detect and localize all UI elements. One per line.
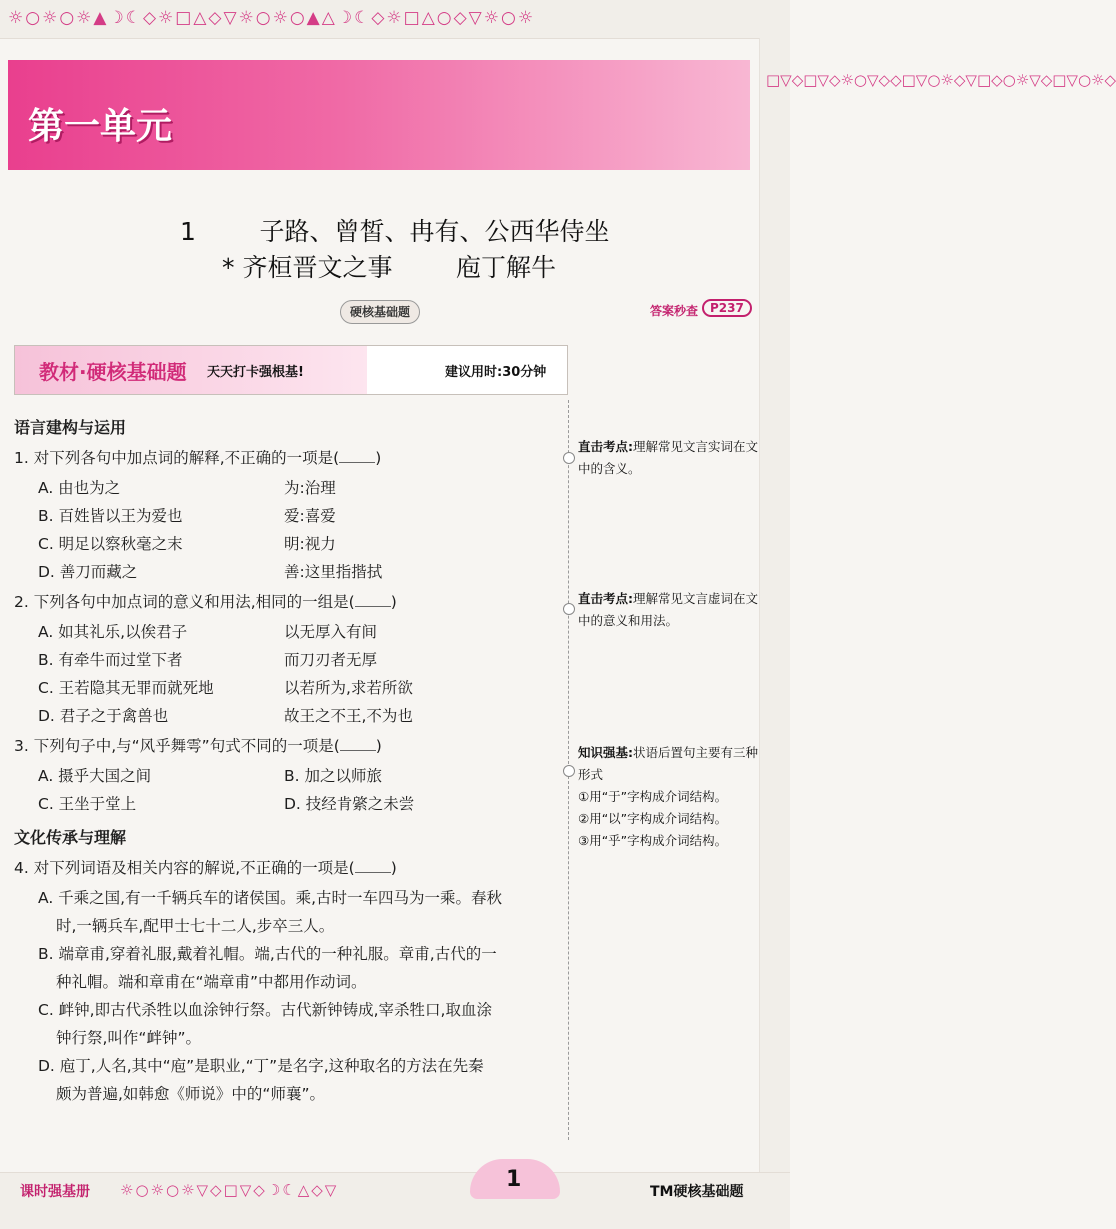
side-note-2: 直击考点:理解常见文言虚词在文中的意义和用法。 [578,591,759,628]
note-connector-dot [563,765,575,777]
q2-option-d: D. 君子之于禽兽也 故王之不王,不为也 [38,707,413,725]
q3-close: ) [375,737,382,755]
q2-option-b: B. 有牵牛而过堂下者 而刀刃者无厚 [38,651,378,669]
section-title: 教材·硬核基础题 [39,360,187,384]
heading-culture: 文化传承与理解 [14,828,127,847]
page-number: 1 [506,1167,522,1192]
lesson-title-text1: 子路、曾皙、冉有、公西华侍坐 [259,217,610,246]
q4-option-b: B. 端章甫,穿着礼服,戴着礼帽。端,古代的一种礼服。章甫,古代的一 种礼帽。端和章甫在“端章甫”中都用作动词。 [38,945,497,991]
footer-series-label: TM硬核基础题 [650,1184,744,1200]
side-note-1: 直击考点:理解常见文言实词在文中的含义。 [578,439,759,476]
suggested-time: 建议用时:30分钟 [445,365,547,380]
question-2 [14,588,566,616]
right-decor-icons: □▽◇□▽◇☼○▽◇◇□▽○☼◇▽□◇○☼▽◇□▽○☼◇ [766,71,1116,89]
section-header-bar [14,345,568,395]
top-decoration-strip [0,0,790,39]
q4-option-a: A. 千乘之国,有一千辆兵车的诸侯国。乘,古时一车四马为一乘。春秋 时,一辆兵车,配甲士七十二人,步卒三人。 [38,889,503,935]
questions-column [14,408,566,1108]
q3-options-row2: C. 王坐于堂上 D. 技经肯綮之未尝 [38,795,415,813]
q4-option-c: C. 衅钟,即古代杀牲以血涂钟行祭。古代新钟铸成,宰杀牲口,取血涂 钟行祭,叫作“衅钟”。 [38,1001,492,1047]
top-decor-icons: ☼○☼○☼▲☽☾◇☼□△◇▽☼○☼○▲△☽☾◇☼□△○◇▽☼○☼ [8,8,536,28]
lesson-title-line1 [180,212,610,248]
question-4 [14,854,566,882]
answer-page-badge: P237 [702,299,752,317]
q4-answer-blank[interactable] [355,858,391,873]
q3-options-row1: A. 摄乎大国之间 B. 加之以师旅 [38,767,382,785]
q4-close: ) [390,859,397,877]
lesson-title-text3: 庖丁解牛 [456,253,557,282]
q2-answer-blank[interactable] [355,592,391,607]
q1-stem: 1. 对下列各句中加点词的解释,不正确的一项是( [14,449,340,467]
lesson-title-text2: * 齐桓晋文之事 [222,253,393,282]
unit-title: 第一单元 [28,106,173,147]
answer-lookup-label: 答案秒查 [650,304,699,318]
unit-banner [8,60,750,170]
q2-close: ) [390,593,397,611]
q1-option-d: D. 善刀而藏之 善:这里指揩拭 [38,563,383,581]
footer-strip [0,1167,790,1229]
q1-option-c: C. 明足以察秋毫之末 明:视力 [38,535,336,553]
q3-stem: 3. 下列句子中,与“风乎舞雩”句式不同的一项是( [14,737,340,755]
note-connector-dot [563,452,575,464]
q1-option-b: B. 百姓皆以王为爱也 爱:喜爱 [38,507,336,525]
question-3 [14,732,566,760]
lesson-number: 1 [180,217,196,246]
lesson-title-line2 [222,248,556,284]
q3-answer-blank[interactable] [340,736,376,751]
category-tag: 硬核基础题 [340,300,420,324]
q2-option-c: C. 王若隐其无罪而就死地 以若所为,求若所欲 [38,679,413,697]
q1-close: ) [375,449,382,467]
q4-stem: 4. 对下列词语及相关内容的解说,不正确的一项是( [14,859,355,877]
footer-book-label: 课时强基册 [20,1184,90,1200]
q2-option-a: A. 如其礼乐,以俟君子 以无厚入有间 [38,623,378,641]
footer-decor-icons: ☼○☼○☼▽◇□▽◇☽☾△◇▽ [120,1181,339,1199]
heading-language: 语言建构与运用 [14,418,127,437]
question-1 [14,444,566,472]
section-slogan: 天天打卡强根基! [207,365,304,380]
q1-option-a: A. 由也为之 为:治理 [38,479,336,497]
q2-stem: 2. 下列各句中加点词的意义和用法,相同的一组是( [14,593,355,611]
side-note-3: 知识强基:状语后置句主要有三种形式 ①用“于”字构成介词结构。 ②用“以”字构成介词结构。 ③用“乎”字构成介词结构。 [578,745,759,848]
note-connector-dot [563,603,575,615]
q4-option-d: D. 庖丁,人名,其中“庖”是职业,“丁”是名字,这种取名的方法在先秦 颇为普遍,如韩愈《师说》中的“师襄”。 [38,1057,484,1103]
q1-answer-blank[interactable] [339,448,375,463]
